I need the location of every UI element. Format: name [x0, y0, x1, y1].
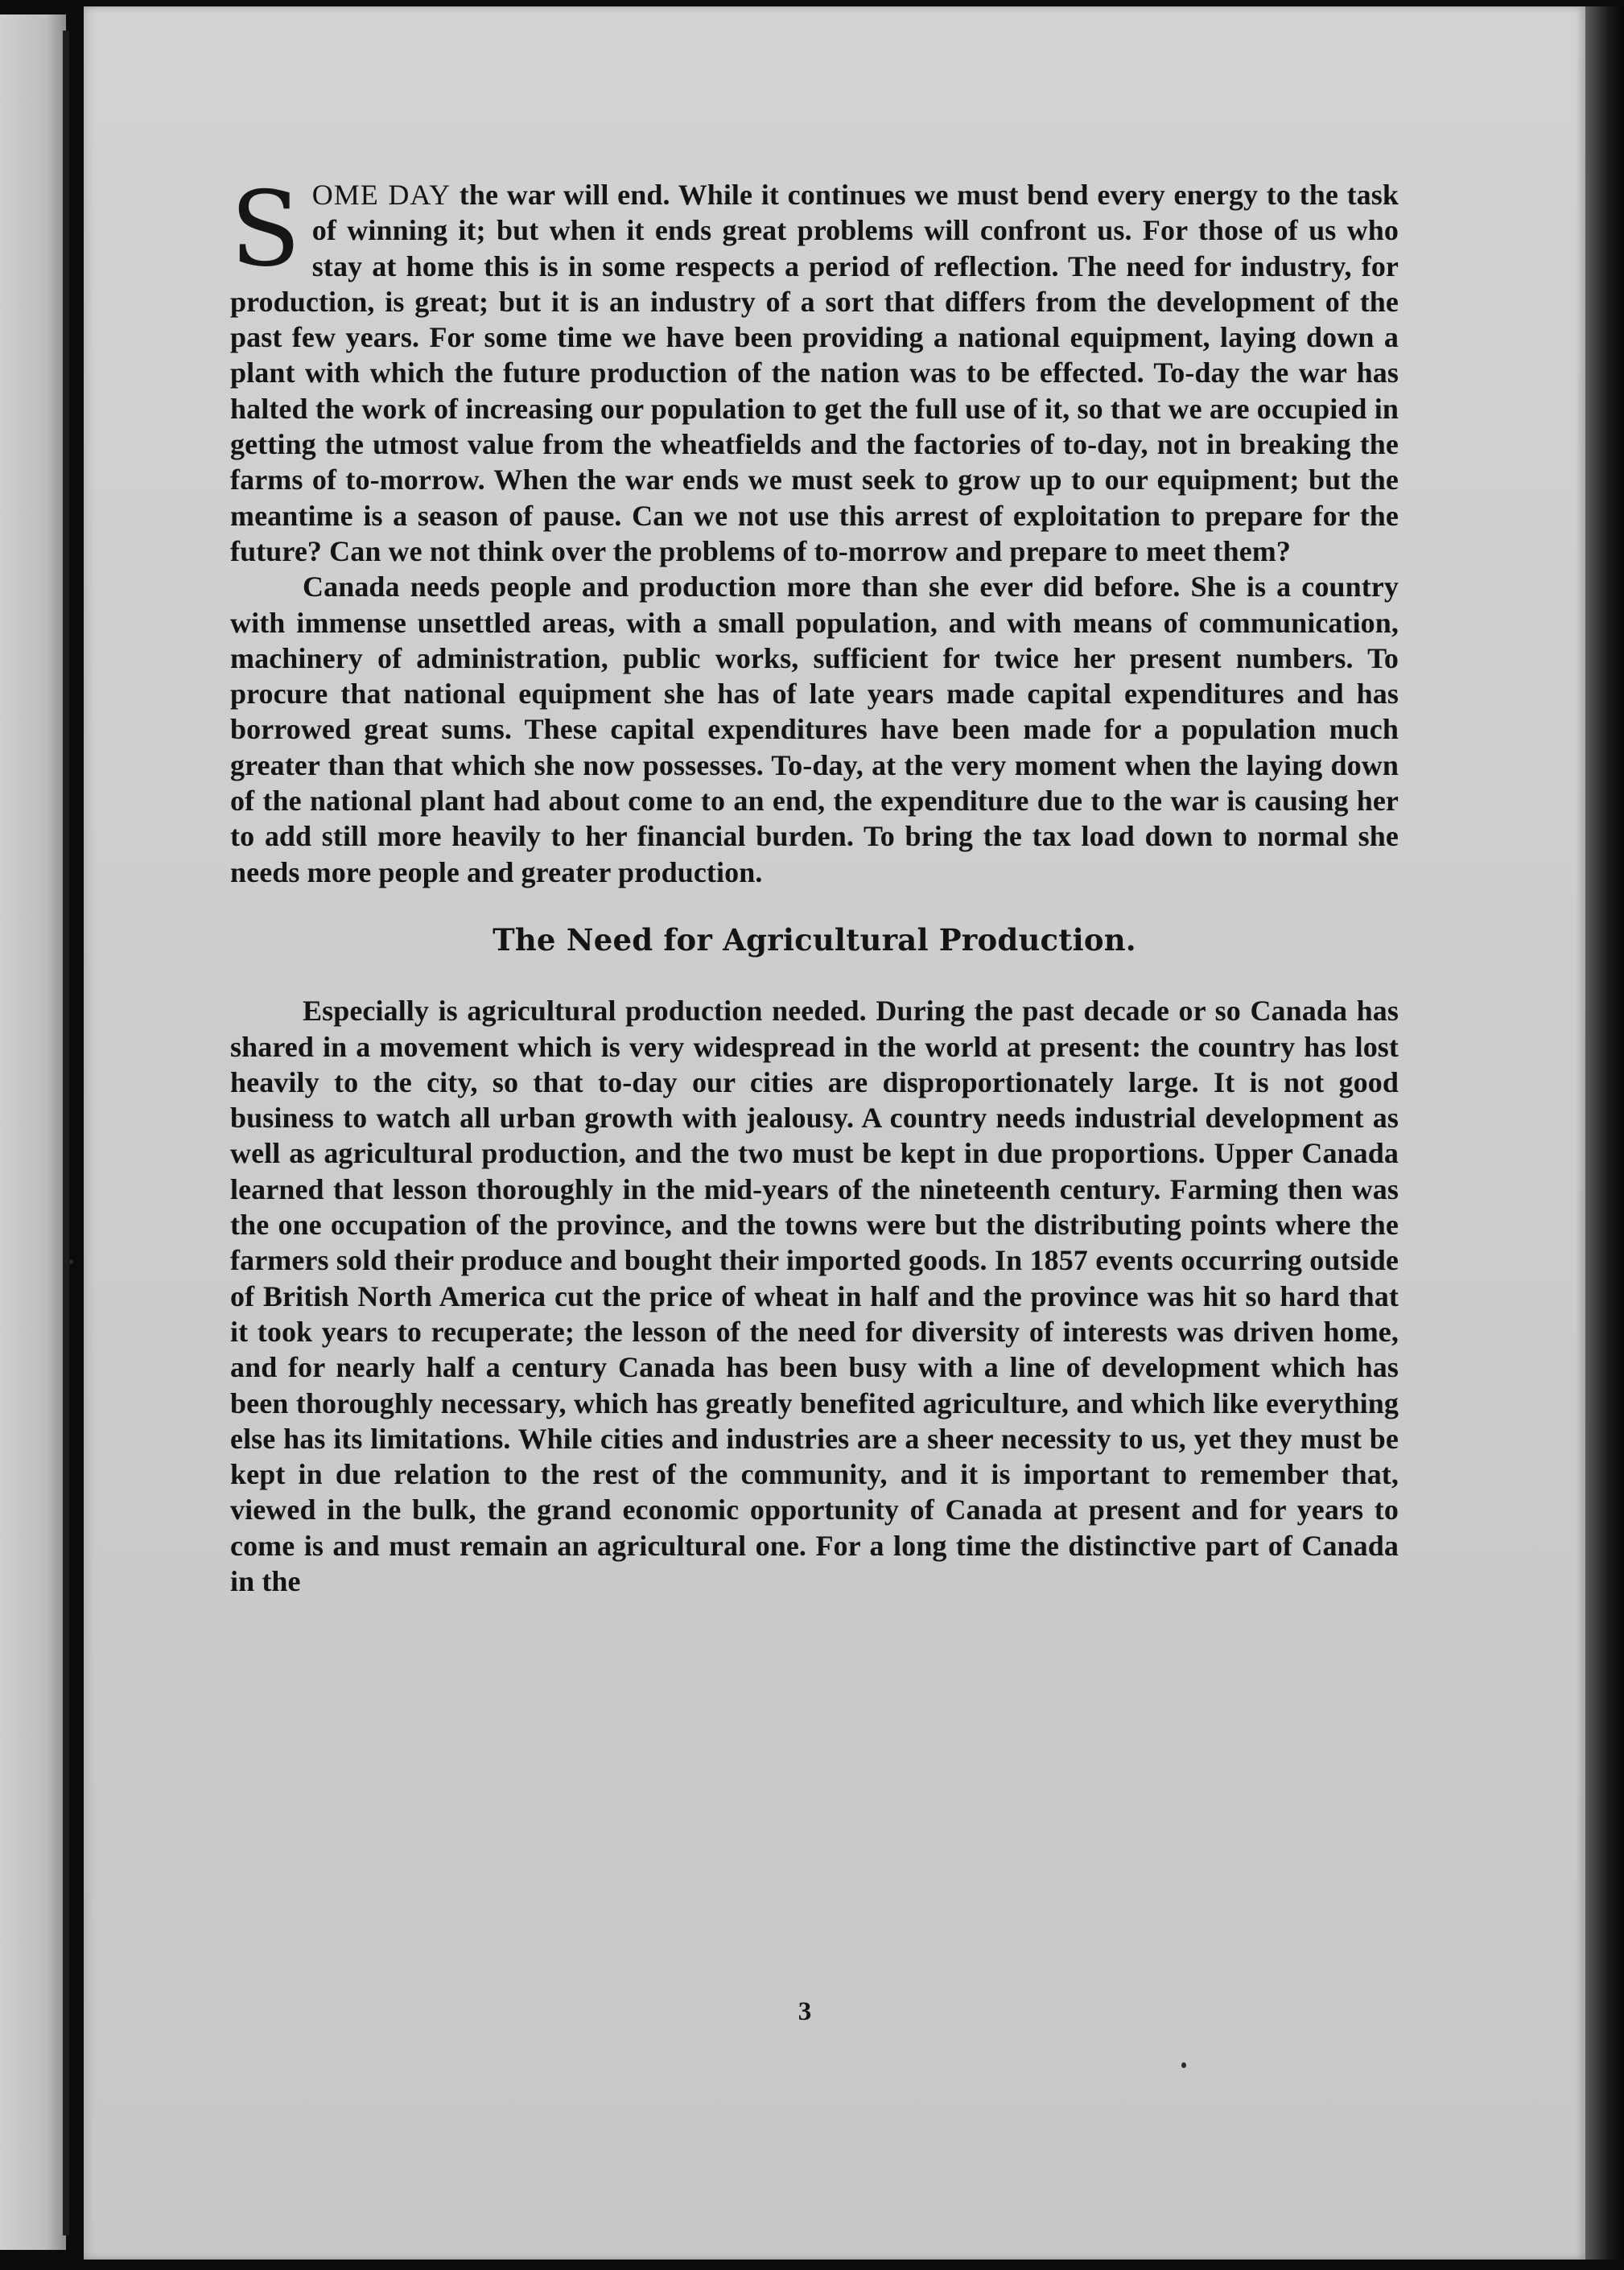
third-paragraph: Especially is agricultural production needed. During the past decade or so Canada has shared in a movement which is very widespread in the world at present: the country has lost heavily to the city, so that to-day our cities are disproportionately large. It is not good business to watch all urban growth with jealousy. A country needs industrial development as well as agricultural production, and the two must be kept in due proportions. Upper Canada learned that lesson thoroughly in the mid-years of the nineteenth century. Farming then was the one occupation of the province, and the towns were but the distributing points where the farmers sold their produce and bought their imported goods. In 1857 events occurring outside of British North America cut the price of wheat in half and the province was hit so hard that it took years to recuperate; the lesson of the need for diversity of interests was driven home, and for nearly half a century Canada has been busy with a line of development which has been thoroughly necessary, which has greatly benefited agriculture, and which like everything else has its limitations. While cities and industries are a sheer necessity to us, yet they must be kept in due relation to the rest of the community, and it is important to remember that, viewed in the bulk, the grand economic opportunity of Canada at present and for years to come is and must remain an agricultural one. For a long time the distinctive part of Canada in the [230, 995, 1399, 1597]
section-heading: The Need for Agricultural Production. [493, 921, 1136, 958]
drop-cap: S [230, 170, 301, 290]
page-number: 3 [798, 1997, 812, 2026]
page-edge-shadow [1585, 6, 1624, 2260]
facing-page-edge [0, 14, 66, 2250]
opening-paragraph [230, 170, 1399, 569]
opening-paragraph-text: the war will end. While it continues we must bend every energy to the task of winning it; but when it ends great problems will confront us. For those of us who stay at home this is in some respects a period of reflection. The need for industry, for production, is great; but it is an industry of a sort that differs from the development of the past few years. For some time we have been providing a national equipment, laying down a plant with which the future production of the nation was to be effected. To-day the war has halted the work of increasing our population to get the full use of it, so that we are occupied in getting the utmost value from the wheatfields and the factories of to-day, not in breaking the farms of to-morrow. When the war ends we must seek to grow up to our equipment; but the meantime is a season of pause. Can we not use this arrest of exploitation to prepare for the future? Can we not think over the problems of to-morrow and prepare to meet them? [230, 179, 1399, 567]
page-text [230, 170, 1399, 1599]
second-paragraph: Canada needs people and production more than she ever did before. She is a country with immense unsettled areas, with a small population, and with means of communication, machinery of administration, public works, sufficient for twice her present numbers. To procure that national equipment she has of late years made capital expenditures and has borrowed great sums. These capital expenditures have been made for a population much greater than that which she now possesses. To-day, at the very moment when the laying down of the national plant had about come to an end, the expenditure due to the war is causing her to add still more heavily to her financial burden. To bring the tax load down to normal she needs more people and greater production. [230, 571, 1399, 888]
opening-lead-words: OME DAY [311, 179, 451, 211]
scan-speck [69, 1259, 73, 1264]
book-gutter [63, 31, 69, 2235]
scan-speck [1181, 2062, 1186, 2068]
